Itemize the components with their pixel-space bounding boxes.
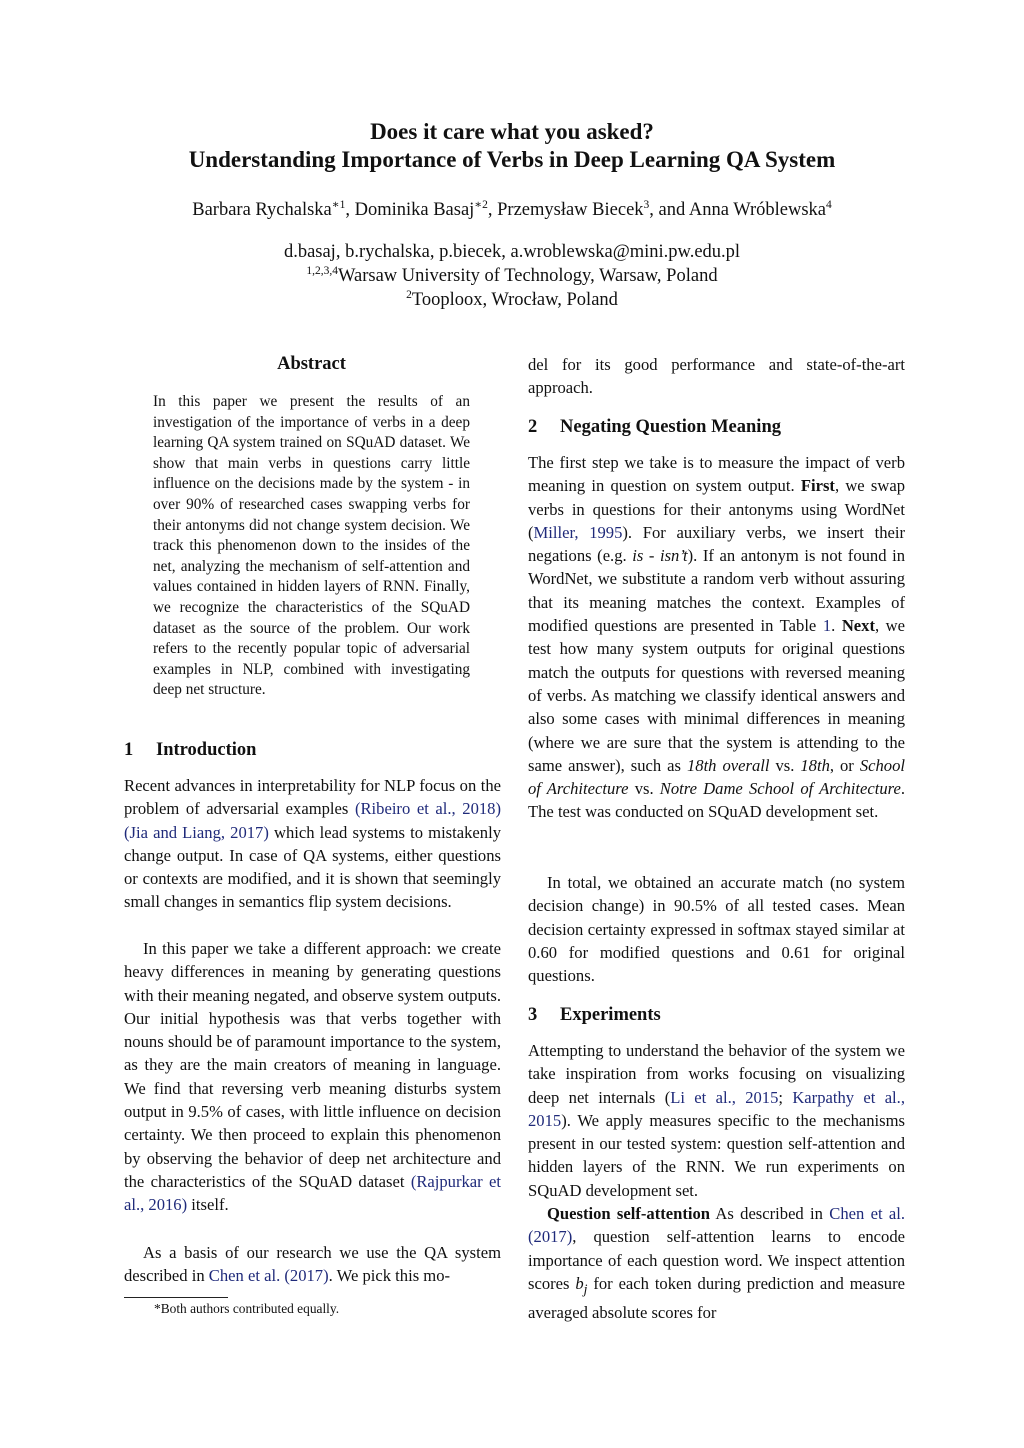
citation-link[interactable]: (Rajpurkar et al., 2016) xyxy=(124,1171,501,1215)
intro-paragraph-1: Recent advances in interpretability for NLP focus on the problem of adversarial examples (Ribeiro et al., 2018) (Jia and Liang, 2017) which lead systems to mistakenly change output. In case of QA systems, either questions or contexts are modified, and it is shown that seemingly small changes in semantics flip system decisions. xyxy=(124,776,501,912)
author-mark: 3 xyxy=(643,198,650,211)
section-heading-introduction: 1 Introduction xyxy=(124,740,257,760)
intro-paragraph-2: In this paper we take a different approach: we create heavy differences in meaning by generating questions with their meaning negated, and observe system outputs. Our initial hypothesis was that verbs together with nouns should be of paramount importance to the system, as they are the main creators of meaning in language. We find that reversing verb meaning disturbs system output in 9.5% of cases, with little influence on decision certainty. We then proceed to explain this phenomenon by observing the behavior of deep net architecture and the characteristics of the SQuAD dataset (Rajpurkar et al., 2016) itself. xyxy=(124,939,501,1215)
author-name: Przemysław Biecek xyxy=(497,200,644,220)
experiments-paragraph-1: Attempting to understand the behavior of the system we take inspiration from works focusing on visualizing deep net internals (Li et al., 2015; Karpathy et al., 2015). We apply measures specific to the mechanisms present in our tested system: question self-attention and hidden layers of the RNN. We run experiments on SQuAD development set. xyxy=(528,1041,905,1200)
footnote: *Both authors contributed equally. xyxy=(154,1301,340,1316)
section-heading-negating: 2 Negating Question Meaning xyxy=(528,417,781,437)
affiliation-1: $^{1,2,3,4}$Warsaw University of Technology, Warsaw, Poland xyxy=(306,264,718,286)
citation-link[interactable]: (Jia and Liang, 2017) xyxy=(124,822,269,842)
author-name: Dominika Basaj xyxy=(354,200,475,220)
citation-link[interactable]: (Ribeiro et al., 2018) xyxy=(354,799,501,819)
paper-title-line-1: Does it care what you asked? xyxy=(370,119,654,144)
author-emails: d.basaj, b.rychalska, p.biecek, a.wroblewska@mini.pw.edu.pl xyxy=(283,242,741,262)
section-heading-experiments: 3 Experiments xyxy=(528,1005,661,1025)
footnote-rule xyxy=(124,1297,228,1298)
author-mark: ∗2 xyxy=(474,198,488,211)
author-mark: 4 xyxy=(826,198,832,211)
table-reference-link[interactable]: 1 xyxy=(822,616,832,636)
abstract-text: In this paper we present the results of an investigation of the importance of verbs in a deep learning QA system trained on SQuAD dataset. We show that main verbs in questions carry little influence on the decisions made by the system - in over 90% of researched cases swapping verbs for their antonyms did not change system decision. We track this phenomenon down to the insides of the net, analyzing the mechanism of self-attention and values contained in hidden layers of RNN. Finally, we recognize the characteristics of the SQuAD dataset as the source of the problem. Our work refers to the recently popular topic of adversarial examples in NLP, combined with investigating deep net structure. xyxy=(153,393,470,699)
citation-link[interactable]: Li et al., 2015 xyxy=(670,1087,779,1107)
citation-link[interactable]: Karpathy et al., 2015 xyxy=(528,1087,905,1130)
citation-link[interactable]: Miller, 1995 xyxy=(533,522,623,542)
citation-link[interactable]: Chen et al. (2017) xyxy=(528,1204,905,1247)
citation-link[interactable]: Chen et al. (2017) xyxy=(208,1266,329,1286)
experiments-paragraph-2: Question self-attention As described in Chen et al. (2017), question self-attention learns to encode importance of each question word. We inspect attention scores $b_j$ for each token during prediction and measure averaged absolute scores for xyxy=(528,1204,905,1322)
paper-title-line-2: Understanding Importance of Verbs in Deep Learning QA System xyxy=(188,147,836,172)
abstract-heading: Abstract xyxy=(277,354,346,374)
negating-paragraph-2: In total, we obtained an accurate match (no system decision change) in 90.5% of all tested cases. Mean decision certainty expressed in softmax stayed similar at 0.60 for modified questions and 0.61 for original questions. xyxy=(528,873,905,986)
author-name: Barbara Rychalska xyxy=(192,200,332,220)
author-mark: ∗1 xyxy=(331,198,346,211)
author-name: Anna Wróblewska xyxy=(688,200,826,220)
affiliation-2: $^2$Tooploox, Wrocław, Poland xyxy=(406,288,618,310)
intro-paragraph-3: As a basis of our research we use the QA system described in Chen et al. (2017). We pick this mo- xyxy=(124,1243,501,1286)
negating-paragraph-1: The first step we take is to measure the impact of verb meaning in question on system output. First, we swap verbs in questions for their antonyms using WordNet (Miller, 1995). For auxiliary verbs, we insert their negations (e.g. is - isn’t). If an antonym is not found in WordNet, we substitute a random verb without assuring that its meaning matches the context. Examples of modified questions are presented in Table 1. Next, we test how many system outputs for original questions match the outputs for questions with reversed meaning of verbs. As matching we classify identical answers and also some cases with minimal differences in meaning (where we are sure that the system is attending to the same answer), such as 18th overall vs. 18th, or School of Architecture vs. Notre Dame School of Architecture. The test was conducted on SQuAD development set. xyxy=(528,453,906,822)
author-list: Barbara Rychalska$^{∗1}$, Dominika Basaj$^{∗2}$, Przemysław Biecek$^3$, and Anna Wróblewska$^4$ xyxy=(192,198,832,220)
intro-continued-paragraph: del for its good performance and state-of-the-art approach. xyxy=(528,355,905,398)
